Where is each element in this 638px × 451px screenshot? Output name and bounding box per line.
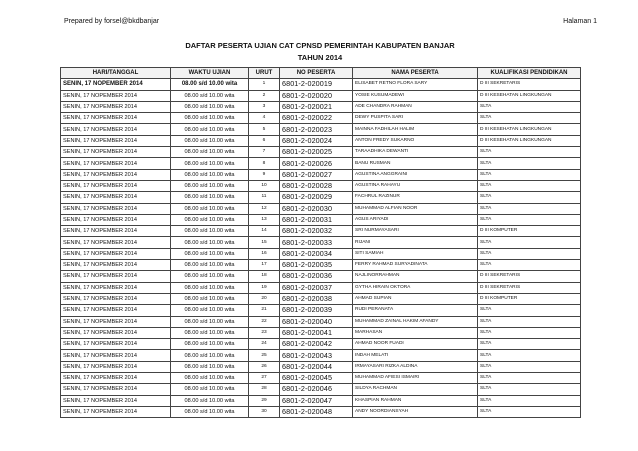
cell-kualifikasi: SLTA [478,158,581,169]
cell-waktu-ujian: 08.00 s/d 10.00 wita [171,384,249,395]
table-row [61,406,581,417]
cell-waktu-ujian: 08.00 s/d 10.00 wita [171,339,249,350]
cell-nama-peserta: DEWY PUSPITA SARI [353,113,478,124]
cell-no-peserta: 6801-2-020044 [280,361,353,372]
cell-no-peserta: 6801-2-020032 [280,226,353,237]
cell-nama-peserta: MUHAMMAD ZAINAL HAKIM AFANDY [353,316,478,327]
cell-hari-tanggal: SENIN, 17 NOPEMBER 2014 [61,169,171,180]
cell-urut: 6 [249,135,280,146]
cell-no-peserta: 6801-2-020048 [280,406,353,417]
cell-kualifikasi: SLTA [478,248,581,259]
cell-no-peserta: 6801-2-020026 [280,158,353,169]
cell-kualifikasi: SLTA [478,384,581,395]
cell-waktu-ujian: 08.00 s/d 10.00 wita [171,373,249,384]
cell-kualifikasi: SLTA [478,214,581,225]
cell-kualifikasi: SLTA [478,373,581,384]
cell-nama-peserta: INDAH MELATI [353,350,478,361]
cell-no-peserta: 6801-2-020031 [280,214,353,225]
cell-waktu-ujian: 08.00 s/d 10.00 wita [171,192,249,203]
table-row [61,271,581,282]
cell-no-peserta: 6801-2-020019 [280,79,353,90]
cell-waktu-ujian: 08.00 s/d 10.00 wita [171,90,249,101]
cell-urut: 16 [249,248,280,259]
cell-kualifikasi: SLTA [478,147,581,158]
cell-nama-peserta: ANDY NOORDIANSYAH [353,406,478,417]
cell-hari-tanggal: SENIN, 17 NOPEMBER 2014 [61,158,171,169]
cell-hari-tanggal: SENIN, 17 NOPEMBER 2014 [61,180,171,191]
cell-waktu-ujian: 08.00 s/d 10.00 wita [171,248,249,259]
cell-nama-peserta: SITI SAMIAH [353,248,478,259]
cell-urut: 8 [249,158,280,169]
cell-urut: 1 [249,79,280,90]
cell-waktu-ujian: 08.00 s/d 10.00 wita [171,282,249,293]
cell-urut: 19 [249,282,280,293]
table-row [61,79,581,90]
table-body [61,79,581,418]
cell-nama-peserta: AGUSTINA ANGGRAINI [353,169,478,180]
table-row [61,135,581,146]
cell-kualifikasi: SLTA [478,327,581,338]
cell-no-peserta: 6801-2-020047 [280,395,353,406]
cell-waktu-ujian: 08.00 s/d 10.00 wita [171,124,249,135]
cell-kualifikasi: SLTA [478,361,581,372]
cell-hari-tanggal: SENIN, 17 NOPEMBER 2014 [61,101,171,112]
cell-waktu-ujian: 08.00 s/d 10.00 wita [171,395,249,406]
cell-hari-tanggal: SENIN, 17 NOPEMBER 2014 [61,124,171,135]
cell-hari-tanggal: SENIN, 17 NOPEMBER 2014 [61,316,171,327]
cell-kualifikasi: D III KESEHATAN LINGKUNGAN [478,124,581,135]
cell-kualifikasi: SLTA [478,406,581,417]
cell-nama-peserta: MUHAMMAD AFIESI ISMAIRI [353,373,478,384]
table-row [61,147,581,158]
cell-no-peserta: 6801-2-020036 [280,271,353,282]
table-row [61,305,581,316]
cell-kualifikasi: SLTA [478,260,581,271]
cell-kualifikasi: SLTA [478,305,581,316]
cell-waktu-ujian: 08.00 s/d 10.00 wita [171,79,249,90]
cell-no-peserta: 6801-2-020021 [280,101,353,112]
table-row [61,214,581,225]
table-row [61,237,581,248]
cell-waktu-ujian: 08.00 s/d 10.00 wita [171,158,249,169]
table-row [61,282,581,293]
cell-urut: 10 [249,180,280,191]
cell-kualifikasi: SLTA [478,339,581,350]
cell-waktu-ujian: 08.00 s/d 10.00 wita [171,113,249,124]
cell-hari-tanggal: SENIN, 17 NOPEMBER 2014 [61,237,171,248]
cell-no-peserta: 6801-2-020040 [280,316,353,327]
table-row [61,248,581,259]
cell-waktu-ujian: 08.00 s/d 10.00 wita [171,169,249,180]
cell-urut: 3 [249,101,280,112]
cell-nama-peserta: AGUS ARIYADI [353,214,478,225]
cell-no-peserta: 6801-2-020039 [280,305,353,316]
cell-urut: 17 [249,260,280,271]
cell-hari-tanggal: SENIN, 17 NOPEMBER 2014 [61,373,171,384]
cell-nama-peserta: KHASPIAN RAHMAN [353,395,478,406]
cell-urut: 7 [249,147,280,158]
cell-hari-tanggal: SENIN, 17 NOPEMBER 2014 [61,226,171,237]
cell-no-peserta: 6801-2-020037 [280,282,353,293]
cell-waktu-ujian: 08.00 s/d 10.00 wita [171,406,249,417]
cell-hari-tanggal: SENIN, 17 NOPEMBER 2014 [61,214,171,225]
col-header-nama-peserta: NAMA PESERTA [353,68,478,79]
cell-urut: 25 [249,350,280,361]
cell-urut: 4 [249,113,280,124]
cell-urut: 28 [249,384,280,395]
cell-no-peserta: 6801-2-020029 [280,192,353,203]
cell-urut: 30 [249,406,280,417]
cell-no-peserta: 6801-2-020022 [280,113,353,124]
table-row [61,180,581,191]
cell-kualifikasi: D III SEKRETARIS [478,282,581,293]
col-header-no-peserta: NO PESERTA [280,68,353,79]
cell-nama-peserta: MAINNA FADHILAH HALIM [353,124,478,135]
table-row [61,260,581,271]
cell-urut: 5 [249,124,280,135]
col-header-waktu-ujian: WAKTU UJIAN [171,68,249,79]
cell-hari-tanggal: SENIN, 17 NOPEMBER 2014 [61,203,171,214]
col-header-hari-tanggal: HARI/TANGGAL [61,68,171,79]
cell-hari-tanggal: SENIN, 17 NOPEMBER 2014 [61,293,171,304]
cell-no-peserta: 6801-2-020020 [280,90,353,101]
cell-urut: 12 [249,203,280,214]
cell-kualifikasi: D III SEKRETARIS [478,79,581,90]
table-row [61,350,581,361]
table-row [61,101,581,112]
cell-no-peserta: 6801-2-020025 [280,147,353,158]
cell-hari-tanggal: SENIN, 17 NOPEMBER 2014 [61,192,171,203]
cell-waktu-ujian: 08.00 s/d 10.00 wita [171,203,249,214]
cell-nama-peserta: IRMAYASARI RIZKA ALDINA [353,361,478,372]
cell-urut: 26 [249,361,280,372]
cell-nama-peserta: NAJLINORRAHMAN [353,271,478,282]
cell-kualifikasi: SLTA [478,395,581,406]
cell-hari-tanggal: SENIN, 17 NOPEMBER 2014 [61,79,171,90]
cell-waktu-ujian: 08.00 s/d 10.00 wita [171,361,249,372]
table-row [61,293,581,304]
table-row [61,361,581,372]
cell-no-peserta: 6801-2-020023 [280,124,353,135]
cell-no-peserta: 6801-2-020038 [280,293,353,304]
cell-nama-peserta: SRI NURMAYASARI [353,226,478,237]
cell-kualifikasi: SLTA [478,350,581,361]
cell-nama-peserta: ADE CHANDRA RAHMAN [353,101,478,112]
cell-kualifikasi: D III KESEHATAN LINGKUNGAN [478,135,581,146]
col-header-urut: URUT [249,68,280,79]
table-row [61,395,581,406]
table-row [61,339,581,350]
cell-kualifikasi: SLTA [478,316,581,327]
cell-urut: 2 [249,90,280,101]
table-row [61,316,581,327]
cell-waktu-ujian: 08.00 s/d 10.00 wita [171,226,249,237]
cell-nama-peserta: GYTHA HIRAIN OKTORA [353,282,478,293]
cell-nama-peserta: RUDI PERANATA [353,305,478,316]
table-row [61,169,581,180]
cell-hari-tanggal: SENIN, 17 NOPEMBER 2014 [61,305,171,316]
cell-nama-peserta: BANU RUSMAN [353,158,478,169]
table-row [61,384,581,395]
table-row [61,192,581,203]
cell-urut: 13 [249,214,280,225]
cell-no-peserta: 6801-2-020027 [280,169,353,180]
cell-hari-tanggal: SENIN, 17 NOPEMBER 2014 [61,327,171,338]
cell-urut: 29 [249,395,280,406]
cell-kualifikasi: D III KOMPUTER [478,293,581,304]
cell-waktu-ujian: 08.00 s/d 10.00 wita [171,101,249,112]
cell-kualifikasi: D III KESEHATAN LINGKUNGAN [478,90,581,101]
table-row [61,113,581,124]
cell-hari-tanggal: SENIN, 17 NOPEMBER 2014 [61,271,171,282]
cell-hari-tanggal: SENIN, 17 NOPEMBER 2014 [61,90,171,101]
cell-nama-peserta: MUHAMMAD ALFIAN NOOR [353,203,478,214]
cell-urut: 20 [249,293,280,304]
cell-hari-tanggal: SENIN, 17 NOPEMBER 2014 [61,384,171,395]
cell-urut: 11 [249,192,280,203]
cell-hari-tanggal: SENIN, 17 NOPEMBER 2014 [61,339,171,350]
table-row [61,226,581,237]
cell-hari-tanggal: SENIN, 17 NOPEMBER 2014 [61,395,171,406]
cell-nama-peserta: AHMAD NOOR FUADI [353,339,478,350]
cell-no-peserta: 6801-2-020043 [280,350,353,361]
cell-waktu-ujian: 08.00 s/d 10.00 wita [171,180,249,191]
cell-no-peserta: 6801-2-020046 [280,384,353,395]
cell-no-peserta: 6801-2-020035 [280,260,353,271]
cell-hari-tanggal: SENIN, 17 NOPEMBER 2014 [61,260,171,271]
page-number: Halaman 1 [563,18,597,25]
cell-kualifikasi: SLTA [478,113,581,124]
cell-nama-peserta: ELISABET RETNO FLORA SARY [353,79,478,90]
prepared-by-text: Prepared by forsel@bkdbanjar [64,18,160,25]
cell-waktu-ujian: 08.00 s/d 10.00 wita [171,135,249,146]
cell-waktu-ujian: 08.00 s/d 10.00 wita [171,214,249,225]
cell-hari-tanggal: SENIN, 17 NOPEMBER 2014 [61,248,171,259]
cell-no-peserta: 6801-2-020030 [280,203,353,214]
cell-no-peserta: 6801-2-020028 [280,180,353,191]
cell-hari-tanggal: SENIN, 17 NOPEMBER 2014 [61,113,171,124]
cell-nama-peserta: AGUSTINA RAHAYU [353,180,478,191]
table-row [61,327,581,338]
cell-urut: 24 [249,339,280,350]
document-title: DAFTAR PESERTA UJIAN CAT CPNSD PEMERINTAH KABUPATEN BANJAR [185,41,455,50]
cell-kualifikasi: SLTA [478,101,581,112]
cell-hari-tanggal: SENIN, 17 NOPEMBER 2014 [61,282,171,293]
cell-hari-tanggal: SENIN, 17 NOPEMBER 2014 [61,135,171,146]
cell-nama-peserta: FACHRUL RAZINUR [353,192,478,203]
cell-urut: 22 [249,316,280,327]
cell-no-peserta: 6801-2-020045 [280,373,353,384]
cell-nama-peserta: YOSIE KUSUMADEWI [353,90,478,101]
cell-kualifikasi: SLTA [478,203,581,214]
cell-nama-peserta: MARHASAN [353,327,478,338]
cell-hari-tanggal: SENIN, 17 NOPEMBER 2014 [61,361,171,372]
cell-nama-peserta: SILDYA RACHMAN [353,384,478,395]
cell-kualifikasi: SLTA [478,169,581,180]
cell-no-peserta: 6801-2-020041 [280,327,353,338]
table-row [61,158,581,169]
cell-hari-tanggal: SENIN, 17 NOPEMBER 2014 [61,147,171,158]
cell-no-peserta: 6801-2-020033 [280,237,353,248]
cell-waktu-ujian: 08.00 s/d 10.00 wita [171,147,249,158]
cell-nama-peserta: RIJANI [353,237,478,248]
cell-nama-peserta: TARAADHIKA DEWANTI [353,147,478,158]
cell-hari-tanggal: SENIN, 17 NOPEMBER 2014 [61,350,171,361]
cell-waktu-ujian: 08.00 s/d 10.00 wita [171,271,249,282]
cell-kualifikasi: D III SEKRETARIS [478,271,581,282]
cell-waktu-ujian: 08.00 s/d 10.00 wita [171,237,249,248]
cell-waktu-ujian: 08.00 s/d 10.00 wita [171,293,249,304]
cell-urut: 27 [249,373,280,384]
cell-kualifikasi: SLTA [478,180,581,191]
cell-nama-peserta: ANTON FREDY SUKARNO [353,135,478,146]
cell-hari-tanggal: SENIN, 17 NOPEMBER 2014 [61,406,171,417]
cell-urut: 14 [249,226,280,237]
cell-urut: 15 [249,237,280,248]
cell-no-peserta: 6801-2-020024 [280,135,353,146]
table-row [61,90,581,101]
document-subtitle-year: TAHUN 2014 [297,53,343,62]
cell-urut: 21 [249,305,280,316]
table-row [61,124,581,135]
cell-urut: 9 [249,169,280,180]
cell-waktu-ujian: 08.00 s/d 10.00 wita [171,260,249,271]
col-header-kualifikasi: KUALIFIKASI PENDIDIKAN [478,68,581,79]
cell-waktu-ujian: 08.00 s/d 10.00 wita [171,350,249,361]
cell-no-peserta: 6801-2-020042 [280,339,353,350]
cell-kualifikasi: D III KOMPUTER [478,226,581,237]
cell-kualifikasi: SLTA [478,237,581,248]
cell-nama-peserta: FERRY RAHMAD SURYADINATA [353,260,478,271]
table-row [61,373,581,384]
cell-waktu-ujian: 08.00 s/d 10.00 wita [171,316,249,327]
cell-waktu-ujian: 08.00 s/d 10.00 wita [171,305,249,316]
cell-no-peserta: 6801-2-020034 [280,248,353,259]
cell-urut: 23 [249,327,280,338]
table-header-row [61,68,581,79]
cell-urut: 18 [249,271,280,282]
cell-waktu-ujian: 08.00 s/d 10.00 wita [171,327,249,338]
cell-kualifikasi: SLTA [478,192,581,203]
cell-nama-peserta: AHMAD SUPIAN [353,293,478,304]
participant-table [60,67,581,418]
table-row [61,203,581,214]
